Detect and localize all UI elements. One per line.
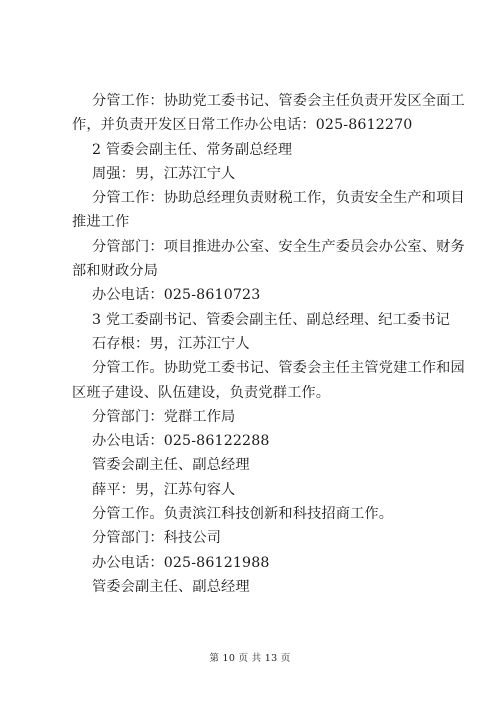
text-line: 分管工作：协助总经理负责财税工作，负责安全生产和项目 [92, 190, 465, 207]
text-line: 作，并负责开发区日常工作办公电话：025-8612270 [72, 117, 413, 134]
text-line: 周强：男，江苏江宁人 [92, 165, 236, 182]
text-line: 区班子建设、队伍建设，负责党群工作。 [72, 384, 331, 401]
document-body [72, 89, 465, 599]
text-line: 分管部门：科技公司 [92, 530, 222, 547]
text-line: 分管部门：项目推进办公室、安全生产委员会办公室、财务 [92, 238, 465, 255]
text-line: 2 管委会副主任、常务副总经理 [92, 141, 293, 158]
text-line: 办公电话：025-8610723 [92, 287, 261, 304]
page-footer: 第 10 页 共 13 页 [209, 653, 291, 664]
text-line: 办公电话：025-86122288 [92, 433, 270, 450]
text-line: 推进工作 [72, 214, 130, 231]
text-line: 办公电话：025-86121988 [92, 554, 270, 571]
text-line: 管委会副主任、副总经理 [92, 457, 250, 474]
text-line: 石存根：男，江苏江宁人 [92, 335, 250, 352]
text-line: 分管工作。协助党工委书记、管委会主任主管党建工作和园 [92, 360, 465, 377]
text-line: 3 党工委副书记、管委会副主任、副总经理、纪工委书记 [92, 311, 450, 328]
text-line: 部和财政分局 [72, 263, 159, 280]
text-line: 分管工作：协助党工委书记、管委会主任负责开发区全面工 [92, 93, 465, 109]
text-line: 管委会副主任、副总经理 [92, 578, 250, 595]
text-line: 分管工作。负责滨江科技创新和科技招商工作。 [92, 506, 394, 523]
text-line: 分管部门：党群工作局 [92, 408, 236, 425]
text-line: 薛平：男，江苏句容人 [92, 481, 236, 498]
